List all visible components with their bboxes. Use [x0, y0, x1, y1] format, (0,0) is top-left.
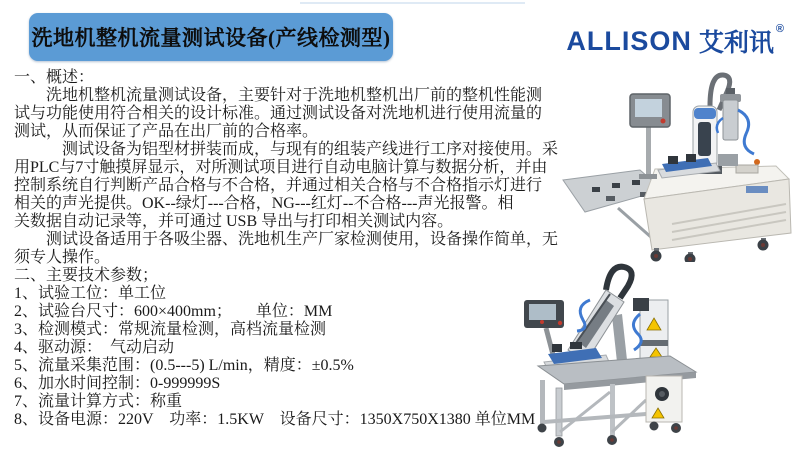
pump-cylinder: [717, 88, 754, 154]
spec-item: 2、试验台尺寸：600×400mm； 单位：MM: [14, 303, 333, 320]
registered-trademark-icon: ®: [775, 23, 784, 35]
spec-item: 8、设备电源：220V 功率：1.5KW 设备尺寸：1350X750X1380 单位MM: [14, 411, 536, 428]
tubing: [738, 110, 754, 154]
lower-cabinet: [646, 376, 682, 422]
overview-heading: 一、概述：: [14, 69, 95, 86]
machine-photo-top: [560, 70, 800, 262]
overview-line: 测试设备适用于各吸尘器、洗地机生产厂家检测使用，设备操作简单，无: [14, 231, 559, 248]
spec-item: 5、流量采集范围：(0.5---5) L/min，精度：±0.5%: [14, 357, 354, 374]
overview-line: 须专人操作。: [14, 249, 111, 266]
spec-item: 6、加水时间控制：0-999999S: [14, 375, 221, 392]
spec-item: 1、试验工位：单工位: [14, 285, 167, 302]
brand-logo: [566, 24, 784, 58]
brand-logo-chinese: 艾利讯: [698, 29, 774, 57]
specs-heading: 二、主要技术参数；: [14, 267, 159, 284]
start-button: [754, 159, 760, 165]
spec-item: 3、检测模式：常规流量检测，高档流量检测: [14, 321, 327, 338]
spec-item: 7、流量计算方式：称重: [14, 393, 183, 410]
overview-line: 关数据自动记录等，并可通过 USB 导出与打印相关测试内容。: [14, 213, 454, 230]
overview-line: 用PLC与7寸触摸屏显示，对所测试项目进行自动电脑计算与数据分析，并由: [14, 159, 548, 176]
overview-line: 试与功能使用符合相关的设计标准。通过测试设备对洗地机进行使用流量的: [14, 105, 543, 122]
overview-line: 相关的声光提供。OK--绿灯---合格，NG---红灯--不合格---声光报警。相: [14, 195, 514, 212]
brand-logo-latin: ALLISON: [566, 25, 692, 56]
overview-line: 测试设备为铝型材拼装而成，与现有的组装产线进行工序对接使用。采: [14, 141, 559, 158]
overview-line: 洗地机整机流量测试设备，主要针对于洗地机整机出厂前的整机性能测: [14, 87, 543, 104]
page-title: 洗地机整机流量测试设备(产线检测型): [29, 13, 393, 61]
spec-item: 4、驱动源： 气动启动: [14, 339, 175, 356]
faint-top-line: [300, 2, 525, 4]
overview-line: 控制系统自行判断产品合格与不合格，并通过相关合格与不合格指示灯进行: [14, 177, 543, 194]
overview-line: 测试，从而保证了产品在出厂前的合格率。: [14, 123, 319, 140]
machine-photo-bottom: [490, 256, 800, 450]
